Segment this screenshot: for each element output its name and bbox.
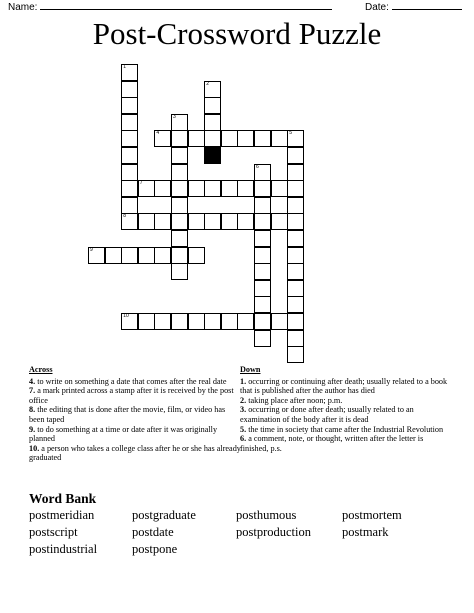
clue-number: 8. — [29, 405, 36, 415]
word-bank-item: postdate — [132, 525, 174, 539]
crossword-cell[interactable] — [254, 164, 271, 181]
crossword-cell[interactable] — [287, 164, 304, 181]
crossword-cell[interactable] — [287, 247, 304, 264]
crossword-cell[interactable] — [287, 280, 304, 297]
crossword-cell[interactable] — [221, 180, 238, 197]
crossword-cell[interactable] — [237, 313, 254, 330]
crossword-cell[interactable] — [121, 81, 138, 98]
crossword-cell[interactable] — [121, 64, 138, 81]
crossword-cell[interactable] — [254, 213, 271, 230]
crossword-cell[interactable] — [154, 180, 171, 197]
word-bank-item: postmark — [342, 525, 389, 539]
crossword-cell[interactable] — [138, 213, 155, 230]
crossword-cell[interactable] — [254, 130, 271, 147]
crossword-cell[interactable] — [271, 313, 288, 330]
crossword-cell[interactable] — [188, 313, 205, 330]
crossword-cell[interactable] — [254, 280, 271, 297]
crossword-cell[interactable] — [237, 180, 254, 197]
clue-text: the time in society that came after the Industrial Revolution — [246, 424, 444, 434]
crossword-cell[interactable] — [271, 130, 288, 147]
clue-text: to do something at a time or date after it was originally planned — [29, 424, 218, 444]
crossword-cell[interactable] — [254, 330, 271, 347]
crossword-cell[interactable] — [254, 180, 271, 197]
crossword-cell[interactable] — [171, 313, 188, 330]
crossword-cell[interactable] — [287, 147, 304, 164]
clue-text: the editing that is done after the movie, film, or video has been taped — [29, 405, 226, 424]
page-title: Post-Crossword Puzzle — [92, 16, 382, 51]
down-clue — [240, 434, 452, 453]
crossword-cell[interactable] — [171, 230, 188, 247]
clue-text: a person who takes a college class after he or she has already graduated — [29, 443, 241, 463]
clue-number: 8 — [123, 213, 126, 220]
crossword-cell[interactable] — [287, 197, 304, 214]
crossword-cell[interactable] — [204, 114, 221, 131]
clue-number: 1 — [123, 64, 126, 70]
crossword-cell[interactable] — [121, 164, 138, 181]
crossword-cell[interactable] — [287, 330, 304, 347]
crossword-cell[interactable] — [154, 247, 171, 264]
crossword-cell[interactable] — [138, 180, 155, 197]
crossword-cell[interactable] — [121, 130, 138, 147]
across-clue — [29, 425, 241, 444]
name-line[interactable] — [40, 0, 332, 10]
across-clue — [29, 405, 241, 424]
crossword-cell[interactable] — [105, 247, 122, 264]
crossword-cell[interactable] — [271, 180, 288, 197]
crossword-cell[interactable] — [204, 313, 221, 330]
crossword-cell[interactable] — [287, 230, 304, 247]
down-clue — [240, 425, 452, 435]
crossword-cell[interactable] — [204, 213, 221, 230]
clue-number: 3. — [240, 405, 247, 415]
crossword-cell[interactable] — [287, 130, 304, 147]
clue-text: occurring or continuing after death; usually related to a book that is published after the author has died — [240, 376, 448, 396]
crossword-cell[interactable] — [188, 130, 205, 147]
clue-text: a comment, note, or thought, written after the letter is finished, p.s. — [240, 434, 424, 453]
down-clue-list — [240, 377, 452, 454]
across-clues — [29, 365, 241, 463]
word-bank-title: Word Bank — [29, 491, 97, 506]
crossword-cell[interactable] — [121, 114, 138, 131]
clue-number: 9 — [90, 246, 93, 253]
clue-number: 9. — [29, 424, 36, 434]
crossword-cell[interactable] — [154, 213, 171, 230]
word-bank-item: postscript — [29, 525, 78, 539]
crossword-cell[interactable] — [171, 147, 188, 164]
down-heading: Down — [240, 365, 261, 374]
crossword-cell[interactable] — [188, 247, 205, 264]
clue-text: taking place after noon; p.m. — [246, 395, 343, 405]
crossword-cell[interactable] — [121, 213, 138, 230]
crossword-cell[interactable] — [121, 97, 138, 114]
crossword-cell[interactable] — [221, 130, 238, 147]
crossword-cell[interactable] — [271, 213, 288, 230]
crossword-cell[interactable] — [287, 213, 304, 230]
crossword-cell[interactable] — [171, 263, 188, 280]
crossword-cell[interactable] — [171, 164, 188, 181]
word-bank-item: postpone — [132, 542, 178, 556]
crossword-cell[interactable] — [254, 247, 271, 264]
clue-text: to write on something a date that comes after the real date — [35, 376, 227, 386]
date-field[interactable] — [365, 0, 462, 13]
crossword-cell[interactable] — [121, 180, 138, 197]
crossword-cell[interactable] — [221, 213, 238, 230]
crossword-cell[interactable] — [138, 247, 155, 264]
down-clues — [240, 365, 452, 453]
clue-number: 5 — [289, 130, 292, 137]
crossword-cell[interactable] — [204, 180, 221, 197]
crossword-cell[interactable] — [121, 197, 138, 214]
crossword-cell[interactable] — [188, 180, 205, 197]
date-label: Date: — [365, 2, 389, 13]
down-clue — [240, 405, 452, 424]
crossword-cell[interactable] — [121, 147, 138, 164]
crossword-cell[interactable] — [188, 213, 205, 230]
across-clue — [29, 444, 241, 463]
word-bank-item: postmortem — [342, 508, 402, 522]
crossword-cell[interactable] — [287, 313, 304, 330]
clue-number: 7. — [29, 386, 36, 396]
crossword-cell[interactable] — [121, 313, 138, 330]
crossword-cell[interactable] — [204, 81, 221, 98]
crossword-cell[interactable] — [171, 114, 188, 131]
down-clue — [240, 396, 452, 406]
crossword-cell[interactable] — [171, 247, 188, 264]
across-clue — [29, 377, 241, 387]
crossword-cell[interactable] — [154, 313, 171, 330]
crossword-cell[interactable] — [204, 130, 221, 147]
clue-text: occurring or done after death; usually related to an examination of the body after it is dead — [240, 405, 414, 424]
clue-number: 4 — [156, 130, 160, 137]
crossword-cell[interactable] — [121, 247, 138, 264]
clue-text: a mark printed across a stamp after it is received by the post office — [29, 386, 234, 405]
crossword-cell[interactable] — [237, 213, 254, 230]
black-cell — [204, 147, 221, 164]
crossword-cell[interactable] — [287, 346, 304, 363]
across-clue-list — [29, 377, 241, 463]
crossword-cell[interactable] — [287, 180, 304, 197]
clue-number: 10 — [123, 313, 129, 319]
clue-number: 5. — [240, 424, 247, 434]
crossword-cell[interactable] — [287, 296, 304, 313]
crossword-cell[interactable] — [221, 313, 238, 330]
clue-number: 7 — [139, 180, 143, 187]
crossword-cell[interactable] — [171, 130, 188, 147]
word-bank-item: postgraduate — [132, 508, 196, 522]
crossword-cell[interactable] — [138, 313, 155, 330]
name-field[interactable] — [8, 0, 332, 13]
crossword-cell[interactable] — [254, 197, 271, 214]
across-clue — [29, 386, 241, 405]
word-bank-item: postindustrial — [29, 542, 98, 556]
crossword-cell[interactable] — [287, 263, 304, 280]
clue-number: 4. — [29, 376, 36, 386]
word-bank-item: postmeridian — [29, 508, 95, 522]
crossword-cell[interactable] — [171, 213, 188, 230]
name-label: Name: — [8, 2, 38, 13]
clue-number: 2 — [206, 80, 209, 87]
clue-number: 2. — [240, 395, 247, 405]
crossword-cell[interactable] — [254, 296, 271, 313]
word-bank-item: postproduction — [236, 525, 311, 539]
crossword-cell[interactable] — [254, 230, 271, 247]
crossword-cell[interactable] — [171, 180, 188, 197]
clue-number: 6. — [240, 434, 247, 444]
date-line[interactable] — [392, 0, 462, 10]
crossword-cell[interactable] — [88, 247, 105, 264]
crossword-cell[interactable] — [154, 130, 171, 147]
clue-number: 3 — [173, 113, 176, 120]
crossword-cell[interactable] — [237, 130, 254, 147]
clue-number: 6 — [256, 163, 259, 170]
down-clue — [240, 377, 452, 396]
across-heading: Across — [29, 365, 53, 374]
crossword-cell[interactable] — [254, 263, 271, 280]
crossword-cell[interactable] — [254, 313, 271, 330]
clue-number: 1. — [240, 376, 247, 386]
crossword-cell[interactable] — [171, 197, 188, 214]
clue-number: 10. — [29, 443, 40, 453]
crossword-cell[interactable] — [204, 97, 221, 114]
word-bank-item: posthumous — [236, 508, 297, 522]
